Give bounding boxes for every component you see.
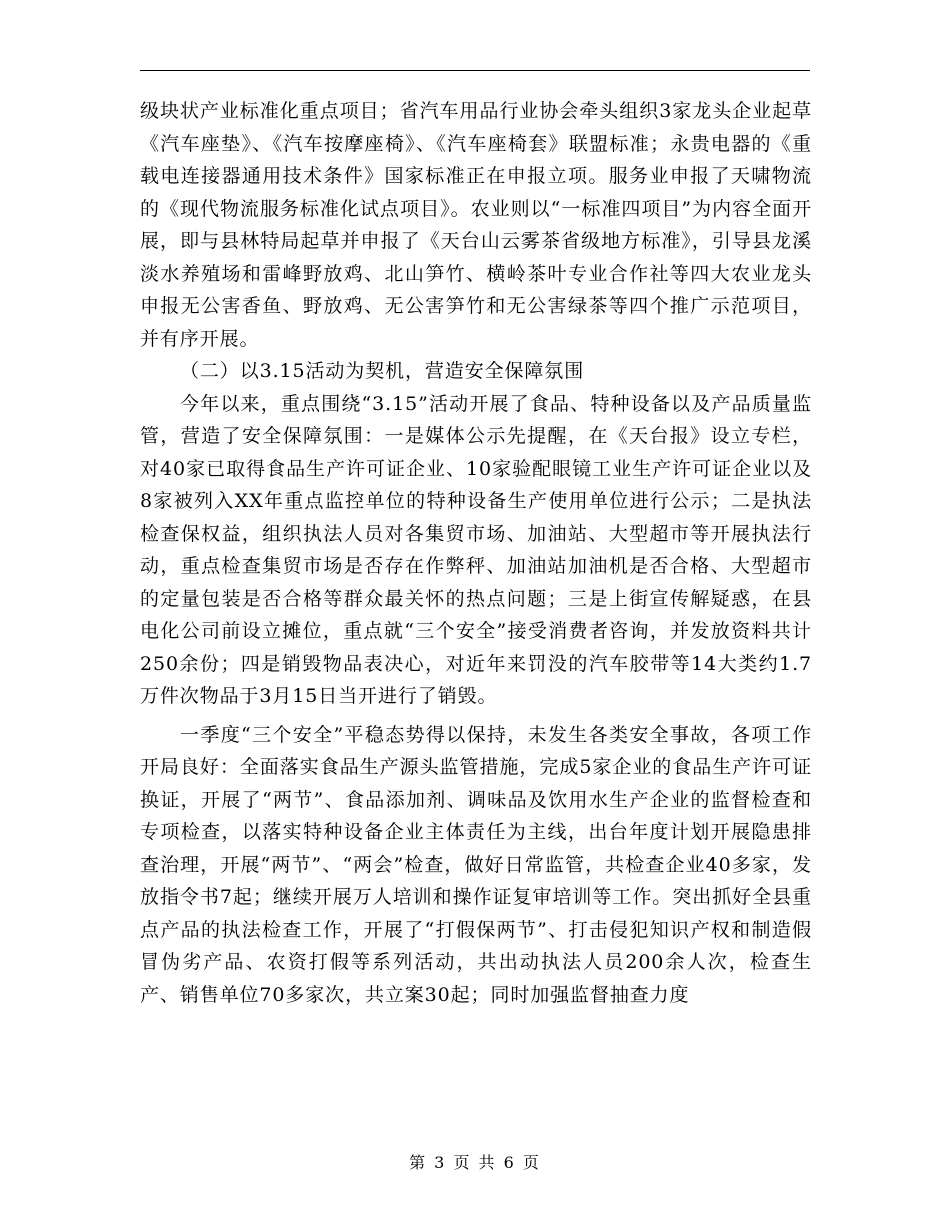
header-rule bbox=[140, 70, 810, 71]
paragraph-first-quarter-safety: 一季度“三个安全”平稳态势得以保持，未发生各类安全事故，各项工作开局良好：全面落实食品生产源头监管措施，完成5家企业的食品生产许可证换证，开展了“两节”、食品添加剂、调味品及饮用水生产企业的监督检查和专项检查，以落实特种设备企业主体责任为主线，出台年度计划开展隐患排查治理，开展“两节”、“两会”检查，做好日常监管，共检查企业40多家，发放指令书7起；继续开展万人培训和操作证复审培训等工作。突出抓好全县重点产品的执法检查工作，开展了“打假保两节”、打击侵犯知识产权和制造假冒伪劣产品、农资打假等系列活动，共出动执法人员200余人次，检查生产、销售单位70多家次，共立案30起；同时加强监督抽查力度 bbox=[140, 723, 812, 1006]
paragraph-standards-projects: 级块状产业标准化重点项目；省汽车用品行业协会牵头组织3家龙头企业起草《汽车座垫》、《汽车按摩座椅》、《汽车座椅套》联盟标准；永贵电器的《重载电连接器通用技术条件》国家标准正在申报立项。服务业申报了天啸物流的《现代物流服务标准化试点项目》。农业则以“一标准四项目”为内容全面开展，即与县林特局起草并申报了《天台山云雾茶省级地方标准》，引导县龙溪淡水养殖场和雷峰野放鸡、北山笋竹、横岭茶叶专业合作社等四大农业龙头申报无公害香鱼、野放鸡、无公害笋竹和无公害绿茶等四个推广示范项目，并有序开展。 bbox=[140, 100, 812, 350]
paragraph-315-activities: 今年以来，重点围绕“3.15”活动开展了食品、特种设备以及产品质量监管，营造了安全保障氛围：一是媒体公示先提醒，在《天台报》设立专栏，对40家已取得食品生产许可证企业、10家验配眼镜工业生产许可证企业以及8家被列入XX年重点监控单位的特种设备生产使用单位进行公示；二是执法检查保权益，组织执法人员对各集贸市场、加油站、大型超市等开展执法行动，重点检查集贸市场是否存在作弊秤、加油站加油机是否合格、大型超市的定量包装是否合格等群众最关怀的热点问题；三是上街宣传解疑惑，在县电化公司前设立摊位，重点就“三个安全”接受消费者咨询，并发放资料共计250余份；四是销毁物品表决心，对近年来罚没的汽车胶带等14大类约1.7万件次物品于3月15日当开进行了销毁。 bbox=[140, 392, 812, 707]
document-body bbox=[140, 95, 812, 1011]
section-heading-315: （二）以3.15活动为契机，营造安全保障氛围 bbox=[180, 360, 585, 382]
page-number-footer: 第 3 页 共 6 页 bbox=[409, 1153, 541, 1172]
